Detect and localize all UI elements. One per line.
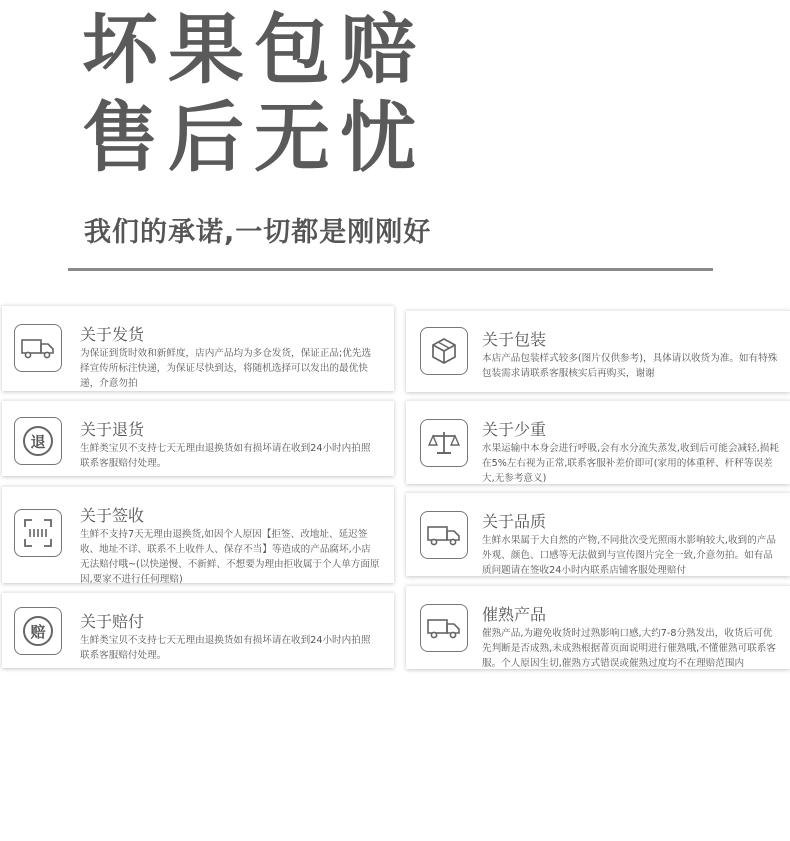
card-desc: 为保证到货时效和新鲜度，店内产品均为多仓发货，保证正品;优先选择宣传所标注快递，为保证尽快到达，将随机选择可以发出的最优快递，介意勿拍	[80, 348, 372, 389]
card-desc: 生鲜不支持7天无理由退换货,如因个人原因【拒签、改地址、延迟签收、地址不详、联系不上收件人、保存不当】等造成的产品腐坏,小店无法赔付哦~(以快递慢、不新鲜、不想要为理由拒收属于个人单方面原因,要家不进行任何理赔)	[80, 529, 380, 585]
compensation-icon	[14, 607, 62, 655]
card-title: 关于退货	[80, 420, 145, 439]
card-title: 关于发货	[80, 325, 145, 344]
card-returns	[2, 400, 394, 476]
divider	[68, 268, 713, 271]
card-title: 关于品质	[482, 512, 547, 531]
card-desc: 水果运输中本身会进行呼吸,会有水分流失蒸发,收到后可能会减轻,损耗在5%左右视为正常,联系客服补差价即可(家用的体重秤、杆秤等误差大,无参考意义)	[482, 443, 779, 484]
compensation-icon-char: 赔	[23, 616, 53, 646]
card-weight	[406, 400, 790, 484]
card-title: 关于签收	[80, 506, 145, 525]
card-signing	[2, 486, 394, 583]
tagline: 我们的承诺,一切都是刚刚好	[84, 217, 432, 248]
card-title: 催熟产品	[482, 605, 547, 624]
card-quality	[406, 492, 790, 576]
scale-icon	[420, 419, 468, 467]
return-icon-char: 退	[23, 426, 53, 456]
card-title: 关于赔付	[80, 612, 145, 631]
card-packaging	[406, 310, 790, 392]
card-ripening	[406, 585, 790, 669]
card-title: 关于包装	[482, 330, 547, 349]
scan-icon	[14, 509, 62, 557]
return-icon	[14, 417, 62, 465]
card-desc: 本店产品包装样式较多(图片仅供参考)，具体请以收货为准。如有特殊包装需求请联系客服核实后再购买，谢谢	[482, 353, 778, 379]
card-desc: 生鲜类宝贝不支持七天无理由退换货如有损坏请在收到24小时内拍照联系客服赔付处理。	[80, 635, 371, 661]
card-desc: 生鲜类宝贝不支持七天无理由退换货如有损坏请在收到24小时内拍照联系客服赔付处理。	[80, 443, 371, 469]
box-icon	[420, 327, 468, 375]
truck-icon	[420, 511, 468, 559]
hero-line-1: 坏果包赔	[82, 5, 426, 94]
card-shipping	[2, 305, 394, 391]
card-desc: 催熟产品,为避免收货时过熟影响口感,大约7-8分熟发出，收货后可优先判断是否成熟,未成熟根据菁页面说明进行催熟哦,不懂催熟可联系客服。个人原因生切,催熟方式错误或催熟过度均不在理赔范围内	[482, 628, 776, 669]
truck-icon	[14, 324, 62, 372]
truck-icon	[420, 604, 468, 652]
card-compensation	[2, 592, 394, 668]
hero-line-2: 售后无忧	[82, 93, 426, 182]
card-title: 关于少重	[482, 420, 547, 439]
card-desc: 生鲜水果属于大自然的产物,不同批次受光照雨水影响较大,收到的产品外观、颜色、口感等无法做到与宣传图片完全一致,介意勿拍。如有品质问题请在签收24小时内联系店铺客服处理赔付	[482, 535, 776, 576]
